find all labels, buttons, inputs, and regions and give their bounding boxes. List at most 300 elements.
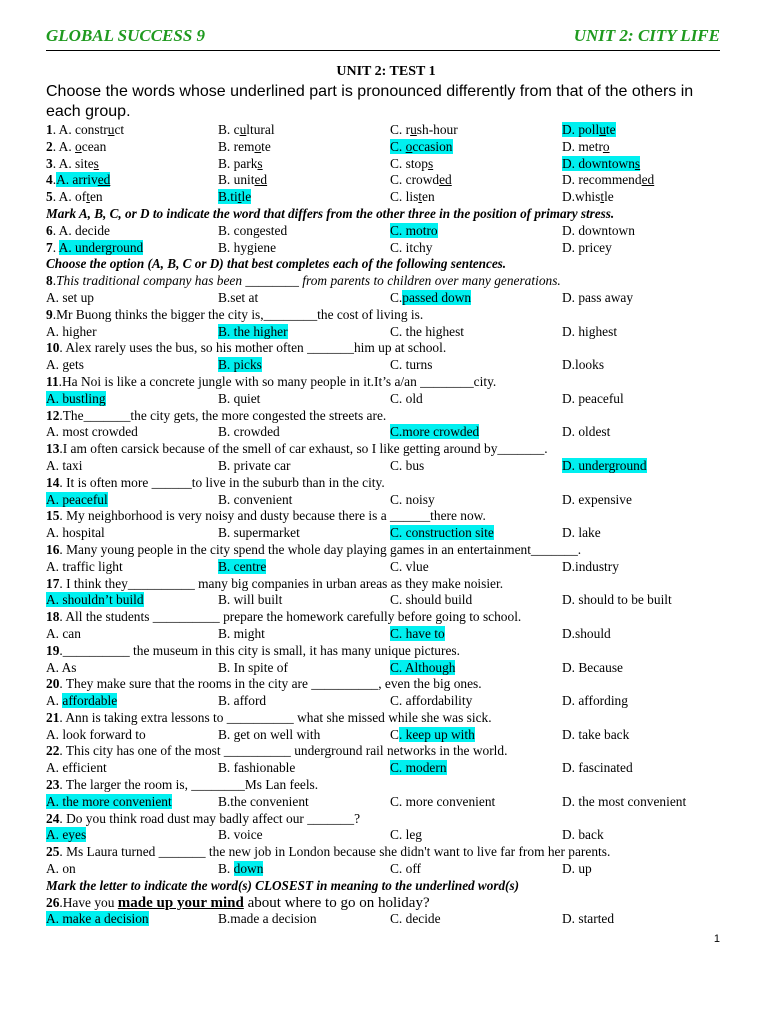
option-b	[218, 727, 390, 744]
option-text	[218, 492, 292, 507]
question-sep: .	[59, 894, 63, 910]
option-a	[46, 559, 218, 576]
option-rest: ct	[114, 122, 125, 137]
option-b	[218, 525, 390, 542]
option-text	[218, 760, 295, 775]
option-text	[390, 693, 472, 708]
option-c	[390, 794, 562, 811]
option-label: A. look forward to	[46, 726, 146, 742]
option-text	[390, 357, 432, 372]
option-label: B. park	[218, 155, 258, 171]
question-underlined: made up your mind	[117, 894, 244, 911]
question-text: Ann is taking extra lessons to __________ what she missed while she was sick.	[65, 709, 492, 725]
question-number: 19	[46, 642, 60, 658]
option-rest: te	[261, 138, 271, 154]
question-line	[46, 408, 726, 425]
option-label: B. supermarket	[218, 525, 300, 541]
question-text: All the students __________ prepare the homework carefully before going to school.	[65, 609, 522, 625]
option-d	[562, 626, 726, 643]
option-c	[390, 357, 562, 374]
option-text	[562, 189, 614, 204]
question-line	[46, 777, 726, 794]
underlined-part: u	[107, 122, 115, 137]
option-text	[562, 324, 617, 339]
option-text	[390, 592, 472, 607]
section-instruction: Choose the option (A, B, C or D) that best completes each of the following sentences.	[46, 256, 507, 272]
option-text	[218, 391, 260, 406]
option-a	[46, 122, 218, 139]
option-text	[562, 559, 619, 574]
option-label: B. crowded	[218, 424, 280, 440]
option-label: C. the highest	[390, 323, 465, 339]
option-label: C.	[390, 289, 403, 305]
option-label: C. lis	[390, 189, 419, 205]
option-rest: sh-hour	[416, 122, 458, 137]
option-text	[46, 458, 82, 473]
question-number: 1	[46, 122, 53, 137]
option-b	[218, 458, 390, 475]
option-row	[46, 660, 726, 677]
option-row	[46, 559, 726, 576]
option-text	[218, 827, 263, 842]
question-sep: .	[59, 508, 67, 524]
question-line	[46, 743, 726, 760]
option-label: B. private car	[218, 457, 291, 473]
question-text: Mr Buong thinks the bigger the city is,________the cost of living is.	[56, 306, 424, 322]
underlined-part: o	[602, 138, 610, 154]
question-text: Ha Noi is like a concrete jungle with so many people in it.It’s a/an ________city.	[62, 373, 497, 389]
underlined-part: t	[418, 189, 423, 205]
option-a	[46, 424, 218, 441]
option-text	[46, 559, 123, 574]
option-label: C. motro	[390, 222, 438, 238]
option-b	[218, 357, 390, 374]
question-number: 9	[46, 306, 53, 322]
question-sep: .	[59, 642, 63, 658]
option-label: A. gets	[46, 357, 84, 373]
option-d	[562, 240, 726, 257]
option-b	[218, 693, 390, 710]
question-line	[46, 441, 726, 458]
option-text	[390, 391, 423, 406]
question-sep: .	[59, 441, 63, 457]
option-d	[562, 693, 726, 710]
option-text	[46, 525, 105, 540]
option-c	[390, 172, 562, 189]
underlined-part: u	[599, 122, 606, 137]
option-d	[562, 794, 726, 811]
underlined-part: o	[405, 138, 413, 154]
option-label: A. of	[58, 189, 87, 205]
test-content	[46, 62, 726, 928]
option-text	[562, 660, 623, 675]
question-number: 21	[46, 709, 60, 725]
underlined-part: s	[634, 155, 641, 171]
option-b	[218, 139, 390, 156]
option-row	[46, 240, 726, 257]
question-text: __________ the museum in this city is small, it has many unique pictures.	[62, 642, 460, 658]
question-sep: .	[59, 810, 67, 826]
option-row	[46, 122, 726, 139]
option-text	[562, 911, 614, 926]
underlined-part: o	[254, 138, 262, 154]
option-label: B. quiet	[218, 390, 261, 406]
option-b	[218, 592, 390, 609]
option-label: C. bus	[390, 457, 425, 473]
option-text	[562, 223, 635, 238]
option-label: D. back	[562, 827, 604, 843]
option-label: B. get on well with	[218, 726, 321, 742]
question-text: The larger the room is, ________Ms Lan feels.	[65, 777, 319, 793]
option-row	[46, 172, 726, 189]
option-label: B. the higher	[218, 323, 288, 339]
option-label: B. will built	[218, 592, 283, 608]
option-label: D. fascinated	[562, 760, 633, 776]
option-text	[562, 693, 628, 708]
option-text	[46, 827, 86, 842]
option-text	[46, 324, 97, 339]
option-a	[46, 240, 218, 257]
option-text	[562, 240, 612, 255]
header-right: UNIT 2: CITY LIFE	[573, 26, 720, 45]
question-line	[46, 811, 726, 828]
question-text: Alex rarely uses the bus, so his mother often _______him up at school.	[65, 340, 447, 356]
option-text	[562, 861, 592, 876]
option-text	[562, 122, 616, 137]
question-number: 14	[46, 474, 60, 490]
option-row	[46, 324, 726, 341]
option-d	[562, 424, 726, 441]
option-a	[46, 827, 218, 844]
option-a	[46, 794, 218, 811]
option-text	[390, 424, 479, 439]
option-label: A. on	[46, 861, 76, 877]
option-d	[562, 391, 726, 408]
option-a	[46, 357, 218, 374]
option-d	[562, 911, 726, 928]
underlined-part: ed	[641, 172, 655, 188]
question-line	[46, 542, 726, 559]
option-rest: ccasion	[412, 138, 453, 154]
option-text	[562, 391, 624, 406]
option-row	[46, 592, 726, 609]
option-text	[59, 122, 124, 137]
option-label: D. metr	[562, 138, 603, 154]
option-a	[46, 626, 218, 643]
option-text	[218, 290, 258, 305]
option-label: A. As	[46, 659, 77, 675]
option-text	[218, 172, 267, 187]
option-a	[46, 324, 218, 341]
option-c	[390, 189, 562, 206]
option-label: A. most crowded	[46, 424, 138, 440]
option-label: C. vlue	[390, 558, 429, 574]
option-c	[390, 559, 562, 576]
test-title: UNIT 2: TEST 1	[336, 64, 436, 79]
option-label: D. poll	[562, 122, 600, 137]
option-row	[46, 156, 726, 173]
option-label: B.ti	[218, 189, 238, 205]
option-text	[390, 240, 432, 255]
option-b	[218, 660, 390, 677]
option-label: B. picks	[218, 357, 262, 373]
option-text	[390, 911, 441, 926]
question-number: 13	[46, 441, 60, 457]
option-b	[218, 324, 390, 341]
option-d	[562, 324, 726, 341]
option-row	[46, 760, 726, 777]
option-b	[218, 172, 390, 189]
option-a	[46, 156, 218, 173]
option-b	[218, 911, 390, 928]
option-text	[46, 794, 172, 809]
option-label: B. afford	[218, 693, 267, 709]
underlined-part: ed	[254, 172, 268, 188]
option-b	[218, 861, 390, 878]
option-text	[59, 139, 107, 154]
option-row	[46, 290, 726, 307]
option-label: B. might	[218, 625, 265, 641]
question-text: Have you	[62, 894, 118, 910]
option-text	[218, 626, 265, 641]
option-label: B.	[218, 861, 234, 877]
option-text	[46, 592, 144, 607]
option-rest: ltural	[246, 122, 275, 137]
option-label: D. started	[562, 911, 615, 927]
question-line	[46, 307, 726, 324]
option-label: C. have to	[390, 625, 445, 641]
option-row	[46, 693, 726, 710]
option-label: B. fashionable	[218, 760, 296, 776]
option-a	[46, 172, 218, 189]
option-label: A. can	[46, 625, 81, 641]
question-sep: .	[59, 844, 67, 860]
option-label: A. traffic light	[46, 558, 123, 574]
option-text	[218, 189, 251, 204]
question-sep: .	[52, 172, 57, 188]
question-number: 22	[46, 743, 60, 759]
option-row	[46, 492, 726, 509]
question-number: 5	[46, 189, 53, 205]
question-number: 7	[46, 239, 53, 255]
question-sep: .	[59, 541, 67, 557]
question-sep: .	[59, 676, 66, 692]
option-label: B.set at	[218, 289, 259, 305]
option-text	[59, 240, 144, 255]
option-c	[390, 492, 562, 509]
option-text	[390, 525, 494, 540]
option-b	[218, 156, 390, 173]
option-label: D. downtown	[562, 155, 635, 171]
option-a	[46, 189, 218, 206]
underlined-part: t	[600, 189, 605, 205]
option-text	[562, 424, 610, 439]
question-text-end: about where to go on holiday?	[243, 894, 430, 911]
option-text	[562, 139, 610, 154]
option-row	[46, 189, 726, 206]
option-label: A. make a decision	[46, 911, 149, 927]
question-text: This city has one of the most __________ underground rail networks in the world.	[65, 743, 508, 759]
option-a	[46, 290, 218, 307]
option-a	[46, 139, 218, 156]
option-label: B. In spite of	[218, 659, 288, 675]
option-text	[390, 559, 429, 574]
option-text	[46, 626, 81, 641]
option-label: D. expensive	[562, 491, 632, 507]
underlined-part: ed	[97, 172, 111, 188]
option-label: C. old	[390, 390, 423, 406]
option-label: B. convenient	[218, 491, 293, 507]
option-b	[218, 626, 390, 643]
option-text	[562, 357, 604, 372]
option-text	[218, 525, 300, 540]
option-label: A. higher	[46, 323, 97, 339]
option-text	[218, 911, 317, 926]
option-c	[390, 660, 562, 677]
option-label: A. underground	[58, 239, 144, 255]
option-label: A. the more convenient	[46, 793, 172, 809]
option-c	[390, 290, 562, 307]
option-label: D. pricey	[562, 239, 612, 255]
option-d	[562, 156, 726, 173]
option-c	[390, 424, 562, 441]
option-label: A. constr	[58, 122, 108, 137]
option-label: C.more crowded	[390, 424, 480, 440]
question-text: They make sure that the rooms in the city are __________, even the big ones.	[65, 676, 482, 692]
option-d	[562, 592, 726, 609]
option-d	[562, 660, 726, 677]
option-c	[390, 626, 562, 643]
option-d	[562, 727, 726, 744]
option-label: C. affordability	[390, 693, 473, 709]
option-label: C. crowd	[390, 172, 440, 188]
option-label: D. oldest	[562, 424, 611, 440]
question-number: 4	[46, 172, 53, 188]
question-sep: .	[59, 340, 66, 356]
option-text	[218, 223, 287, 238]
option-text	[390, 139, 453, 154]
option-highlighted: down	[233, 861, 264, 877]
option-b	[218, 424, 390, 441]
question-line	[46, 475, 726, 492]
option-d	[562, 525, 726, 542]
option-text	[562, 525, 601, 540]
option-b	[218, 122, 390, 139]
option-label: D.industry	[562, 558, 619, 574]
question-number: 25	[46, 844, 60, 860]
option-label: C.	[390, 138, 406, 154]
option-label: B. unit	[218, 172, 255, 188]
option-label: D. recommend	[562, 172, 642, 188]
option-label: D. lake	[562, 525, 601, 541]
option-a	[46, 458, 218, 475]
question-number: 10	[46, 340, 60, 356]
option-label: C. leg	[390, 827, 422, 843]
option-b	[218, 559, 390, 576]
option-c	[390, 324, 562, 341]
option-text	[390, 122, 458, 137]
option-c	[390, 458, 562, 475]
question-line	[46, 374, 726, 391]
option-text	[56, 172, 110, 187]
question-number: 11	[46, 373, 59, 389]
option-d	[562, 827, 726, 844]
underlined-part: t	[237, 189, 242, 205]
option-text	[46, 861, 76, 876]
option-b	[218, 492, 390, 509]
option-highlighted: affordable	[62, 693, 118, 709]
option-c	[390, 223, 562, 240]
question-sep: .	[59, 407, 63, 423]
option-text	[46, 660, 77, 675]
underlined-part: u	[239, 122, 247, 137]
option-a	[46, 492, 218, 509]
page-number: 1	[713, 933, 720, 945]
question-line	[46, 643, 726, 660]
option-b	[218, 290, 390, 307]
option-label: C. decide	[390, 911, 441, 927]
option-text	[46, 357, 84, 372]
option-text	[562, 458, 647, 473]
option-a	[46, 760, 218, 777]
option-text	[46, 760, 107, 775]
option-text	[390, 324, 464, 339]
option-label: A. set up	[46, 289, 94, 305]
underlined-part: u	[410, 122, 417, 137]
option-text	[562, 626, 611, 641]
option-text	[562, 290, 633, 305]
option-label: C. more convenient	[390, 793, 496, 809]
option-label: D. the most convenient	[562, 793, 687, 809]
option-text	[218, 727, 320, 742]
option-text	[390, 827, 422, 842]
page-header	[46, 26, 720, 51]
option-label: C	[390, 726, 399, 742]
option-d	[562, 760, 726, 777]
option-text	[218, 559, 266, 574]
option-row	[46, 458, 726, 475]
question-sep: .	[59, 575, 67, 591]
option-rest: te	[605, 122, 616, 137]
option-label: C. r	[390, 122, 411, 137]
option-text	[218, 156, 263, 171]
option-c	[390, 391, 562, 408]
option-text	[59, 223, 110, 238]
option-row	[46, 911, 726, 928]
option-text	[390, 760, 447, 775]
option-label: D. affording	[562, 693, 628, 709]
option-text	[390, 189, 435, 204]
question-text: The_______the city gets, the more congested the streets are.	[62, 407, 387, 423]
option-text	[390, 172, 452, 187]
option-label: C. modern	[390, 760, 447, 776]
underlined-part: ed	[439, 172, 452, 188]
option-label: A. shouldn’t build	[46, 592, 144, 608]
option-label: B.made a decision	[218, 911, 317, 927]
option-text	[562, 156, 640, 171]
option-label: A. decide	[58, 222, 110, 238]
option-label: B. rem	[218, 138, 255, 154]
option-text	[390, 794, 495, 809]
option-c	[390, 827, 562, 844]
option-label: C. noisy	[390, 491, 435, 507]
option-label: A. hospital	[46, 525, 105, 541]
option-label: D. highest	[562, 323, 618, 339]
option-b	[218, 794, 390, 811]
option-label: C. stop	[390, 155, 428, 171]
underlined-part: o	[75, 138, 82, 154]
question-line	[46, 676, 726, 693]
